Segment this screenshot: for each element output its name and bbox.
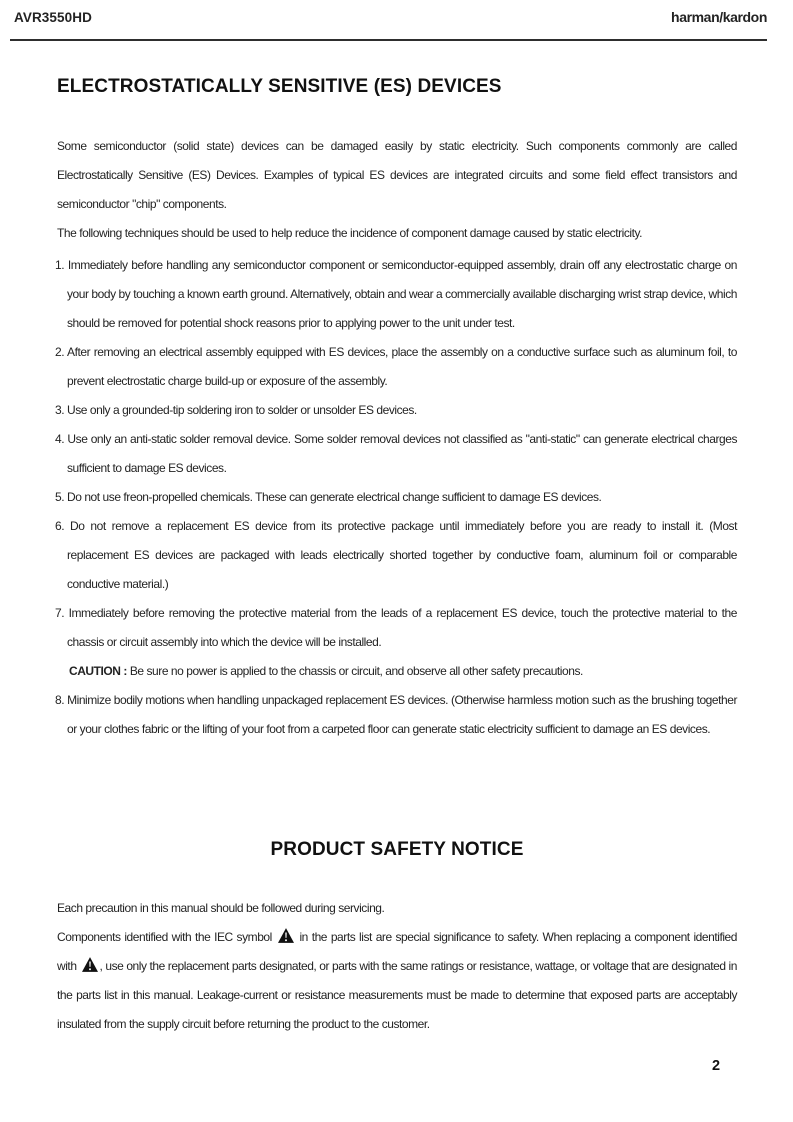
list-item <box>55 338 737 396</box>
item-text: Do not remove a replacement ES device from its protective package until immediately before you are ready to install it. (Most replacement ES devices are packaged with leads electrically shorted together by conductive foam, aluminum foil or comparable conductive material.) <box>67 519 737 591</box>
item-text: Use only an anti-static solder removal device. Some solder removal devices not classified as "anti-static" can generate electrical charges sufficient to damage ES devices. <box>67 432 738 475</box>
brand-logo: harman/kardon <box>671 9 767 25</box>
item-number: 3. <box>55 403 65 417</box>
list-item <box>55 483 737 512</box>
item-text: Immediately before handling any semiconductor component or semiconductor-equipped assembly, drain off any electrostatic charge on your body by touching a known earth ground. Alternatively, obtain and wear a commercially available discharging wrist strap device, which should be removed for potential shock reasons prior to applying power to the unit under test. <box>67 258 738 330</box>
notice-text-segment: , use only the replacement parts designated, or parts with the same ratings or resistance, wattage, or voltage that are designated in the parts list in this manual. Leakage-current or resistance measurements must be made to determine that exposed parts are acceptably insulated from the supply circuit before returning the product to the customer. <box>57 959 738 1031</box>
list-item <box>55 425 737 483</box>
page-number: 2 <box>712 1058 721 1074</box>
page-header <box>14 9 767 25</box>
item-number: 2. <box>55 345 65 359</box>
item-number: 5. <box>55 490 65 504</box>
warning-triangle-icon <box>82 957 98 972</box>
es-techniques-list <box>57 251 737 744</box>
list-item <box>55 686 737 744</box>
header-rule <box>10 39 767 41</box>
list-item <box>55 396 737 425</box>
es-lead-line: The following techniques should be used to help reduce the incidence of component damage caused by static electricity. <box>57 226 643 240</box>
warning-triangle-icon <box>278 928 294 943</box>
list-item <box>55 512 737 599</box>
item-text: Immediately before removing the protective material from the leads of a replacement ES device, touch the protective material to the chassis or circuit assembly into which the device will be installed. <box>67 606 737 649</box>
notice-text-segment: in the parts list are special significance to safety. When replacing a component identified with <box>57 930 737 973</box>
notice-text-segment: Components identified with the IEC symbol <box>57 930 272 944</box>
caution-label: CAUTION : <box>69 664 127 678</box>
item-number: 7. <box>55 606 65 620</box>
list-item <box>55 251 737 338</box>
list-item <box>55 599 737 657</box>
caution-note <box>58 657 737 686</box>
item-number: 6. <box>55 519 65 533</box>
notice-paragraph-2 <box>57 923 737 1039</box>
item-text: Minimize bodily motions when handling unpackaged replacement ES devices. (Otherwise harmless motion such as the brushing together or your clothes fabric or the lifting of your foot from a carpeted floor can generate static electricity sufficient to damage an ES devices. <box>67 693 738 736</box>
notice-section-title: PRODUCT SAFETY NOTICE <box>270 839 524 860</box>
model-number: AVR3550HD <box>14 10 92 25</box>
item-text: After removing an electrical assembly equipped with ES devices, place the assembly on a conductive surface such as aluminum foil, to prevent electrostatic charge build-up or exposure of the assembly. <box>67 345 737 388</box>
item-text: Use only a grounded-tip soldering iron to solder or unsolder ES devices. <box>67 403 417 417</box>
es-intro-paragraph: Some semiconductor (solid state) devices can be damaged easily by static electricity. Such components commonly are called Electrostatically Sensitive (ES) Devices. Examples of typical ES devices are integrated circuits and some field effect transistors and semiconductor "chip" components. <box>57 139 737 211</box>
item-text: Do not use freon-propelled chemicals. These can generate electrical change sufficient to damage ES devices. <box>67 490 602 504</box>
es-section-title: ELECTROSTATICALLY SENSITIVE (ES) DEVICES <box>57 76 502 97</box>
item-number: 4. <box>55 432 65 446</box>
notice-paragraph-1: Each precaution in this manual should be followed during servicing. <box>57 901 385 915</box>
caution-text: Be sure no power is applied to the chassis or circuit, and observe all other safety precautions. <box>129 664 583 678</box>
item-number: 1. <box>55 258 65 272</box>
page-content <box>57 76 737 1039</box>
item-number: 8. <box>55 693 65 707</box>
